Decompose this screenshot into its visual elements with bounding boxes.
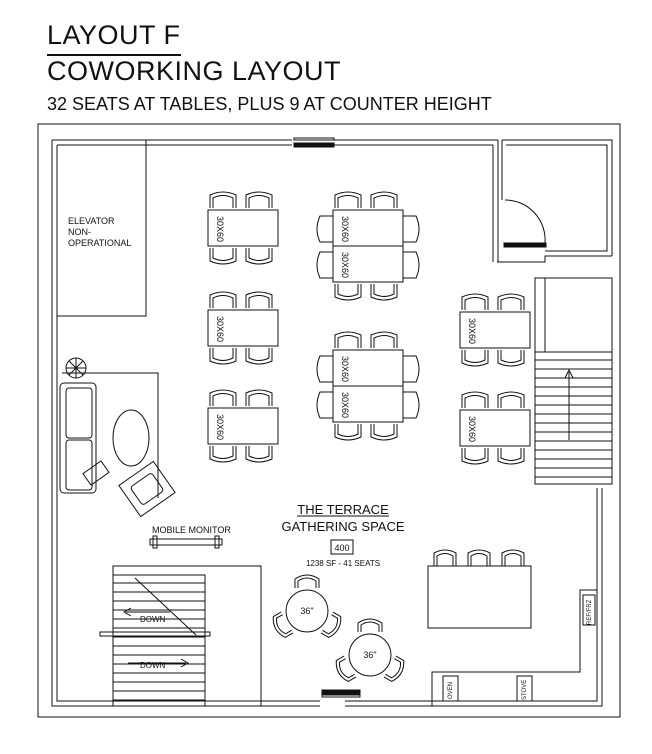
chair [371,284,397,300]
round-table-label: 36" [363,650,377,660]
round-table-36 [270,575,344,639]
fridge-label: REF/FRZ [587,599,593,625]
stove-label: STOVE [522,679,528,700]
table-30x60 [460,294,530,366]
chair [371,332,397,348]
counter-stool [468,550,490,566]
round-table-label: 36" [300,606,314,616]
chair [317,216,333,242]
corner-door [504,200,546,247]
table-30x60 [317,332,403,418]
chair [210,292,236,308]
counter-stool [434,550,456,566]
round-table-36 [333,619,407,683]
chair [210,248,236,264]
stair-label-down-2: DOWN [140,661,166,670]
right-stair-treads [535,360,612,477]
elevator-label-1: ELEVATOR [68,216,115,226]
counter-stools [434,550,524,566]
round-chair [295,575,319,588]
mobile-monitor [150,536,222,548]
chair [246,348,272,364]
room-number: 400 [334,543,350,553]
chair [317,392,333,418]
round-chair [321,612,344,639]
chair [246,292,272,308]
chair [403,356,419,382]
chair [403,216,419,242]
chair [246,390,272,406]
elevator-label-3: OPERATIONAL [68,238,132,248]
stair-diagonal [135,578,196,635]
chair [317,252,333,278]
chair [317,356,333,382]
chair [210,390,236,406]
round-chair [358,619,382,632]
round-tables-layer [270,575,407,683]
chair [462,350,488,366]
lounge [60,358,175,517]
chair [210,446,236,462]
chair [335,332,361,348]
exterior-walls [52,140,612,706]
chair [246,248,272,264]
chair [371,424,397,440]
table-label: 30X60 [340,356,350,383]
chair [498,294,524,310]
table-label: 30X60 [215,316,225,343]
space-name-1: THE TERRACE [297,502,389,517]
table-label: 30X60 [340,252,350,279]
chair [246,446,272,462]
chair [210,348,236,364]
table-label: 30X60 [467,318,477,345]
table-label: 30X60 [215,414,225,441]
chair [335,424,361,440]
layout-subtitle: COWORKING LAYOUT [47,56,342,86]
chair [210,192,236,208]
table-30x60 [208,292,278,364]
table-label: 30X60 [215,216,225,243]
table-30x60 [460,392,530,464]
seat-summary: 32 SEATS AT TABLES, PLUS 9 AT COUNTER HEIGHT [47,94,492,114]
chair [498,392,524,408]
chair [371,192,397,208]
oven-label: OVEN [448,681,454,699]
chair [403,392,419,418]
tables-layer [208,192,530,464]
chair [462,448,488,464]
table-label: 30X60 [340,392,350,419]
kitchen-counter [432,590,597,706]
chair [335,284,361,300]
chair [462,294,488,310]
counter-height-table [428,566,531,628]
right-stair [535,278,612,484]
chair [335,192,361,208]
mobile-monitor-label: MOBILE MONITOR [152,525,231,535]
bottom-opening [322,690,360,697]
chair [403,252,419,278]
round-chair [384,656,407,683]
table-label: 30X60 [340,216,350,243]
left-stair-treads [100,583,210,700]
stair-label-down-1: DOWN [140,615,166,624]
round-chair [270,612,293,639]
chair [246,192,272,208]
counter-stool [502,550,524,566]
space-name-2: GATHERING SPACE [281,519,405,534]
elevator-label-2: NON- [68,227,91,237]
chair [462,392,488,408]
chair [498,350,524,366]
round-chair [333,656,356,683]
table-30x60 [208,192,278,264]
table-label: 30X60 [467,416,477,443]
chair [498,448,524,464]
room-info: 1238 SF - 41 SEATS [305,559,381,568]
layout-title: LAYOUT F [47,20,181,50]
top-opening [294,138,334,147]
table-30x60 [317,192,403,278]
table-30x60 [208,390,278,462]
